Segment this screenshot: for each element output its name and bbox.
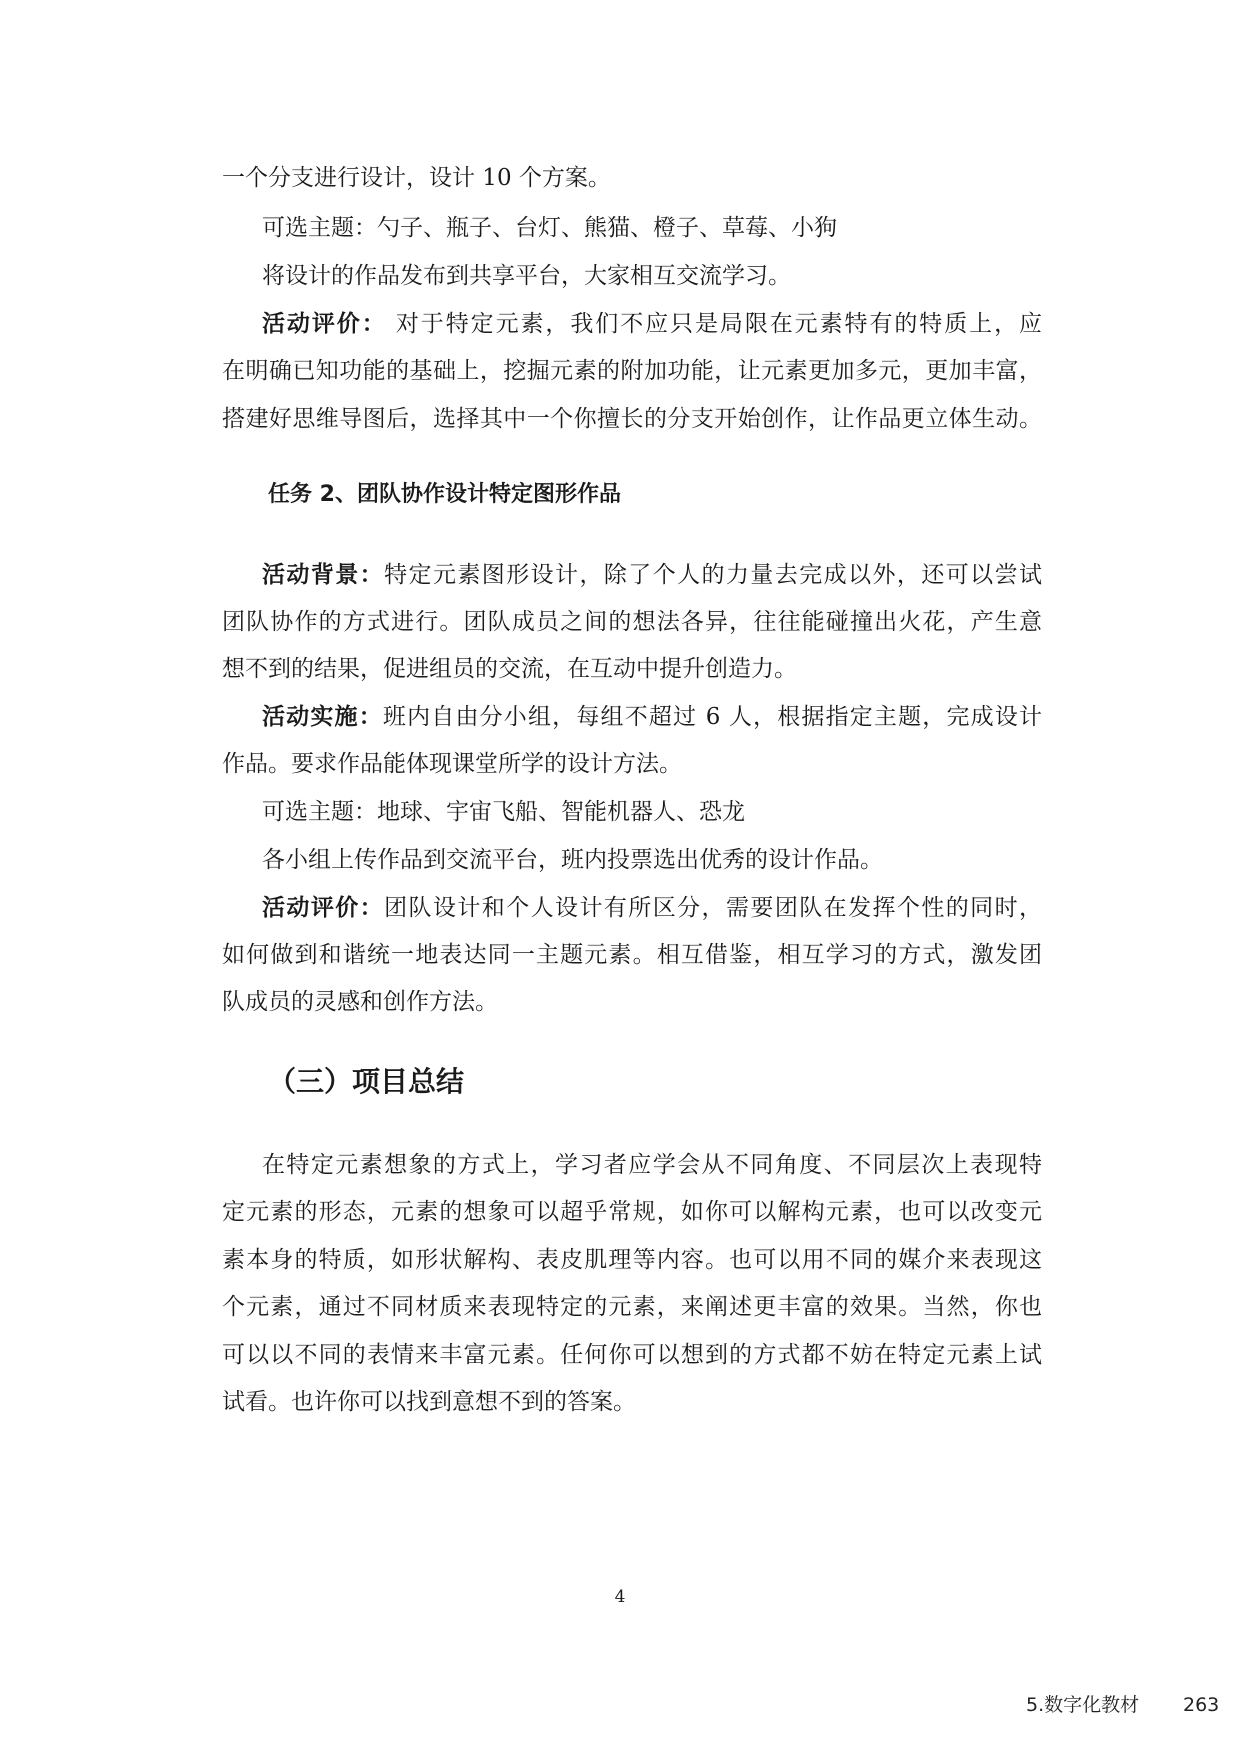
- footer-label: 5.数字化教材: [1026, 1694, 1140, 1716]
- section-heading: （三）项目总结: [268, 1065, 465, 1098]
- implementation-text: 班内自由分小组，每组不超过 6 人，根据指定主题，完成设计: [382, 704, 1042, 730]
- implementation-paragraph: [262, 702, 1042, 732]
- summary-line: 试看。也许你可以找到意想不到的答案。: [222, 1389, 636, 1415]
- background-label: 活动背景：: [262, 562, 385, 588]
- topic-options-line: 可选主题：地球、宇宙飞船、智能机器人、恐龙: [262, 799, 745, 825]
- evaluation-paragraph: [262, 309, 1042, 339]
- summary-line: 个元素，通过不同材质来表现特定的元素，来阐述更丰富的效果。当然，你也: [222, 1294, 1042, 1320]
- body-line: 作品。要求作品能体现课堂所学的设计方法。: [222, 751, 682, 777]
- evaluation-label: 活动评价：: [262, 311, 387, 337]
- background-paragraph: [262, 560, 1042, 590]
- body-line: 团队协作的方式进行。团队成员之间的想法各异，往往能碰撞出火花，产生意: [222, 609, 1042, 635]
- summary-line: 定元素的形态，元素的想象可以超乎常规，如你可以解构元素，也可以改变元: [222, 1199, 1042, 1225]
- body-line: 如何做到和谐统一地表达同一主题元素。相互借鉴，相互学习的方式，激发团: [222, 942, 1042, 968]
- body-line: 队成员的灵感和创作方法。: [222, 989, 498, 1015]
- background-text: 特定元素图形设计，除了个人的力量去完成以外，还可以尝试: [384, 562, 1043, 588]
- evaluation-text: 对于特定元素，我们不应只是局限在元素特有的特质上，应: [386, 311, 1043, 337]
- evaluation-paragraph: [262, 893, 1042, 923]
- body-line: 将设计的作品发布到共享平台，大家相互交流学习。: [262, 263, 791, 289]
- evaluation-label: 活动评价：: [262, 895, 385, 921]
- body-line: 一个分支进行设计，设计 10 个方案。: [222, 165, 611, 191]
- footer-page-number: 263: [1183, 1694, 1220, 1716]
- task-heading: 任务 2、团队协作设计特定图形作品: [268, 482, 621, 507]
- topic-options-line: 可选主题：勺子、瓶子、台灯、熊猫、橙子、草莓、小狗: [262, 215, 837, 241]
- summary-line: 可以以不同的表情来丰富元素。任何你可以想到的方式都不妨在特定元素上试: [222, 1342, 1042, 1368]
- body-line: 在明确已知功能的基础上，挖掘元素的附加功能，让元素更加多元，更加丰富，: [222, 358, 1042, 384]
- body-line: 搭建好思维导图后，选择其中一个你擅长的分支开始创作，让作品更立体生动。: [222, 406, 1042, 432]
- evaluation-text: 团队设计和个人设计有所区分，需要团队在发挥个性的同时，: [384, 895, 1043, 921]
- body-line: 各小组上传作品到交流平台，班内投票选出优秀的设计作品。: [262, 847, 883, 873]
- body-line: 想不到的结果，促进组员的交流，在互动中提升创造力。: [222, 656, 797, 682]
- summary-line: 素本身的特质，如形状解构、表皮肌理等内容。也可以用不同的媒介来表现这: [222, 1247, 1042, 1273]
- page-number: 4: [614, 1587, 626, 1607]
- summary-line: 在特定元素想象的方式上，学习者应学会从不同角度、不同层次上表现特: [262, 1152, 1042, 1178]
- implementation-label: 活动实施：: [262, 704, 383, 730]
